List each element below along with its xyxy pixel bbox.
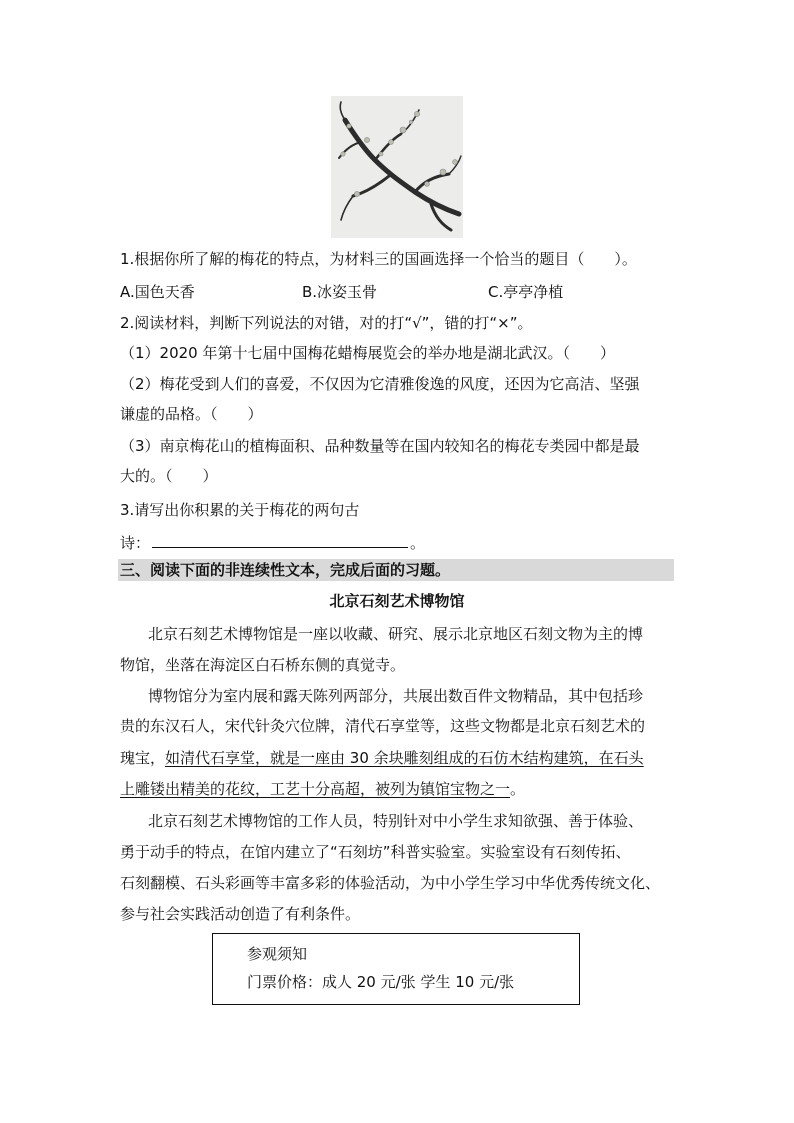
question-2-item-2-line-2: 谦虚的品格。（ ） xyxy=(120,405,263,423)
notice-title: 参观须知 xyxy=(247,945,308,963)
question-2: 2.阅读材料，判断下列说法的对错，对的打“√”，错的打“×”。 xyxy=(120,314,533,332)
paragraph-2-line-4-end: 。 xyxy=(510,780,526,798)
paragraph-2-line-1: 博物馆分为室内展和露天陈列两部分，共展出数百件文物精品，其中包括珍 xyxy=(148,687,644,705)
paragraph-2-line-4 xyxy=(120,779,525,799)
underlined-sentence-part-2: 上雕镂出精美的花纹，工艺十分高超，被列为镇馆宝物之一 xyxy=(120,780,511,798)
paragraph-2-line-2: 贵的东汉石人，宋代针灸穴位牌，清代石享堂等，这些文物都是北京石刻艺术的 xyxy=(120,717,646,735)
option-c: C.亭亭净植 xyxy=(488,283,564,301)
section-3-heading: 三、阅读下面的非连续性文本，完成后面的习题。 xyxy=(120,561,451,579)
ticket-price: 门票价格：成人 20 元/张 学生 10 元/张 xyxy=(247,973,515,991)
article-title: 北京石刻艺术博物馆 xyxy=(329,592,465,610)
question-3-suffix: 。 xyxy=(410,534,426,552)
paragraph-3-line-3: 石刻翻模、石头彩画等丰富多彩的体验活动，为中小学生学习中华优秀传统文化、 xyxy=(120,874,661,892)
question-2-item-3-line-1: （3）南京梅花山的植梅面积、品种数量等在国内较知名的梅花专类园中都是最 xyxy=(120,437,640,455)
plum-branch-illustration xyxy=(331,96,463,238)
question-3-line-1: 3.请写出你积累的关于梅花的两句古 xyxy=(120,501,360,519)
visitor-notice-box xyxy=(212,933,580,1005)
paragraph-1-line-2: 物馆，坐落在海淀区白石桥东侧的真觉寺。 xyxy=(120,656,406,674)
question-2-item-1: （1）2020 年第十七届中国梅花蜡梅展览会的举办地是湖北武汉。（ ） xyxy=(120,344,615,362)
paragraph-1-line-1: 北京石刻艺术博物馆是一座以收藏、研究、展示北京地区石刻文物为主的博 xyxy=(148,625,644,643)
paragraph-3-line-1: 北京石刻艺术博物馆的工作人员，特别针对中小学生求知欲强、善于体验、 xyxy=(148,812,644,830)
answer-blank[interactable] xyxy=(152,531,408,548)
question-1: 1.根据你所了解的梅花的特点，为材料三的国画选择一个恰当的题目（ ）。 xyxy=(120,250,637,268)
question-2-item-3-line-2: 大的。（ ） xyxy=(120,467,218,485)
underlined-sentence-part-1: 如清代石享堂，就是一座由 30 余块雕刻组成的石仿木结构建筑，在石头 xyxy=(165,749,644,767)
question-3-line-2 xyxy=(120,531,425,553)
paragraph-3-line-4: 参与社会实践活动创造了有利条件。 xyxy=(120,905,361,923)
plum-blossom-painting xyxy=(331,96,463,238)
paragraph-2-line-3 xyxy=(120,748,644,768)
section-3-heading-bar xyxy=(118,559,674,581)
paragraph-2-line-3-plain: 瑰宝， xyxy=(120,749,166,767)
option-b: B.冰姿玉骨 xyxy=(302,283,378,301)
option-a: A.国色天香 xyxy=(120,283,195,301)
paragraph-3-line-2: 勇于动手的特点，在馆内建立了“石刻坊”科普实验室。实验室设有石刻传拓、 xyxy=(120,843,631,861)
question-3-prefix: 诗： xyxy=(120,534,151,552)
question-2-item-2-line-1: （2）梅花受到人们的喜爱，不仅因为它清雅俊逸的风度，还因为它高洁、坚强 xyxy=(120,375,640,393)
